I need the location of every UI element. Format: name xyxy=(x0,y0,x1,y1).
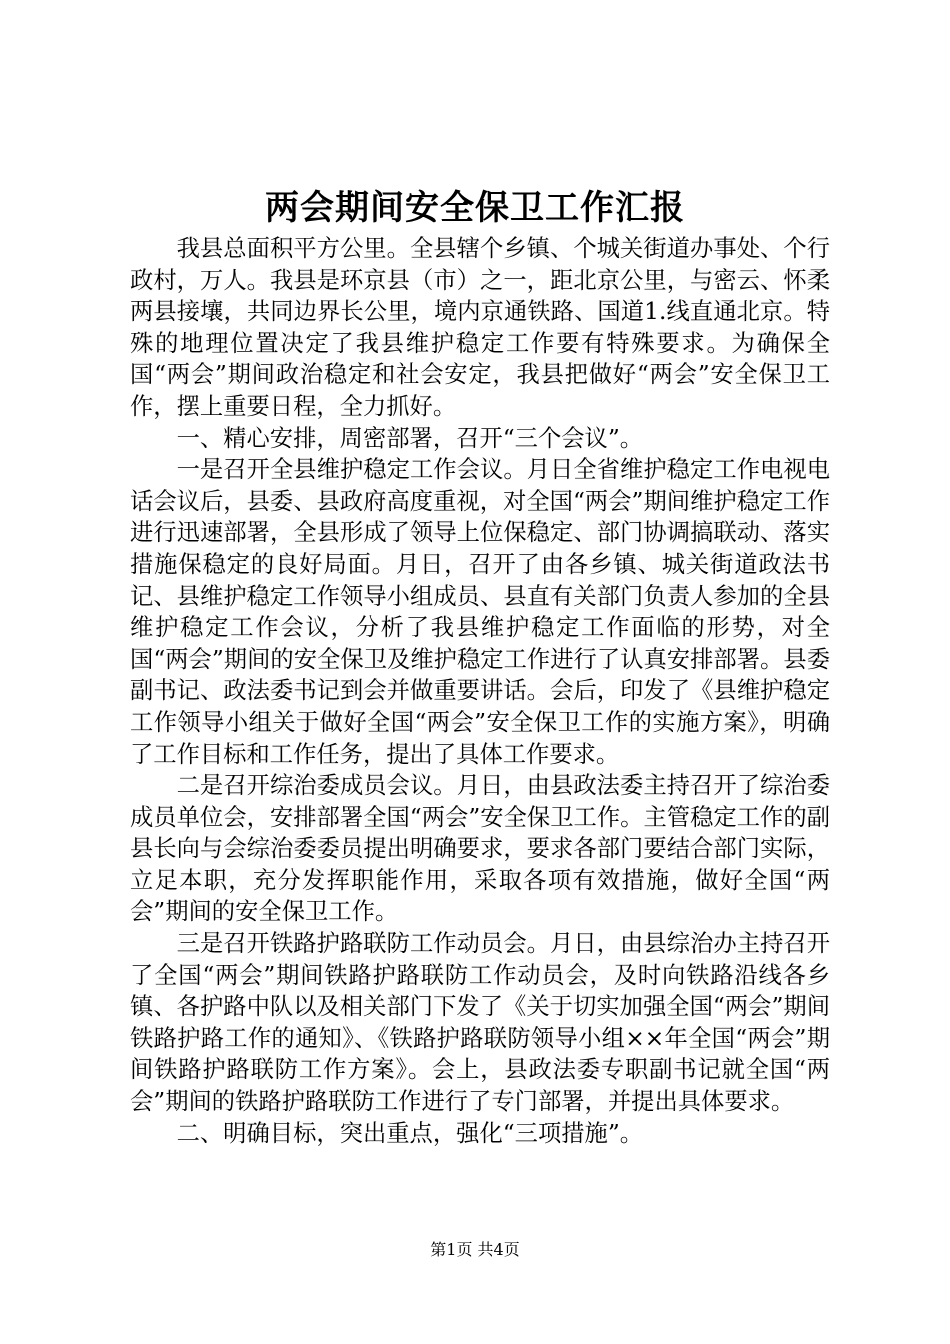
document-title: 两会期间安全保卫工作汇报 xyxy=(265,188,685,228)
paragraph-second-meeting: 二是召开综治委成员会议。月日，由县政法委主持召开了综治委成员单位会，安排部署全国“两会”安全保卫工作。主管稳定工作的副县长向与会综治委委员提出明确要求，要求各部门要结合部门实际，立足本职，充分发挥职能作用，采取各项有效措施，做好全国“两会”期间的安全保卫工作。 xyxy=(130,772,830,926)
paragraph-first-meeting: 一是召开全县维护稳定工作会议。月日全省维护稳定工作电视电话会议后，县委、县政府高度重视，对全国“两会”期间维护稳定工作进行迅速部署，全县形成了领导上位保稳定、部门协调搞联动、落实措施保稳定的良好局面。月日，召开了由各乡镇、城关街道政法书记、县维护稳定工作领导小组成员、县直有关部门负责人参加的全县维护稳定工作会议，分析了我县维护稳定工作面临的形势，对全国“两会”期间的安全保卫及维护稳定工作进行了认真安排部署。县委副书记、政法委书记到会并做重要讲话。会后，印发了《县维护稳定工作领导小组关于做好全国“两会”安全保卫工作的实施方案》，明确了工作目标和工作任务，提出了具体工作要求。 xyxy=(130,456,830,768)
paragraph-intro: 我县总面积平方公里。全县辖个乡镇、个城关街道办事处、个行政村，万人。我县是环京县（市）之一，距北京公里，与密云、怀柔两县接壤，共同边界长公里，境内京通铁路、国道1.线直通北京。特殊的地理位置决定了我县维护稳定工作要有特殊要求。为确保全国“两会”期间政治稳定和社会安定，我县把做好“两会”安全保卫工作，摆上重要日程，全力抓好。 xyxy=(130,235,830,420)
section-heading-1: 一、精心安排，周密部署，召开“三个会议”。 xyxy=(176,424,644,452)
section-heading-2: 二、明确目标，突出重点，强化“三项措施”。 xyxy=(176,1119,644,1147)
document-body xyxy=(130,233,830,1149)
page-footer: 第1页 共4页 xyxy=(430,1240,520,1259)
paragraph-third-meeting: 三是召开铁路护路联防工作动员会。月日，由县综治办主持召开了全国“两会”期间铁路护路联防工作动员会，及时向铁路沿线各乡镇、各护路中队以及相关部门下发了《关于切实加强全国“两会”期间铁路护路工作的通知》、《铁路护路联防领导小组××年全国“两会”期间铁路护路联防工作方案》。会上，县政法委专职副书记就全国“两会”期间的铁路护路联防工作进行了专门部署，并提出具体要求。 xyxy=(130,930,830,1116)
